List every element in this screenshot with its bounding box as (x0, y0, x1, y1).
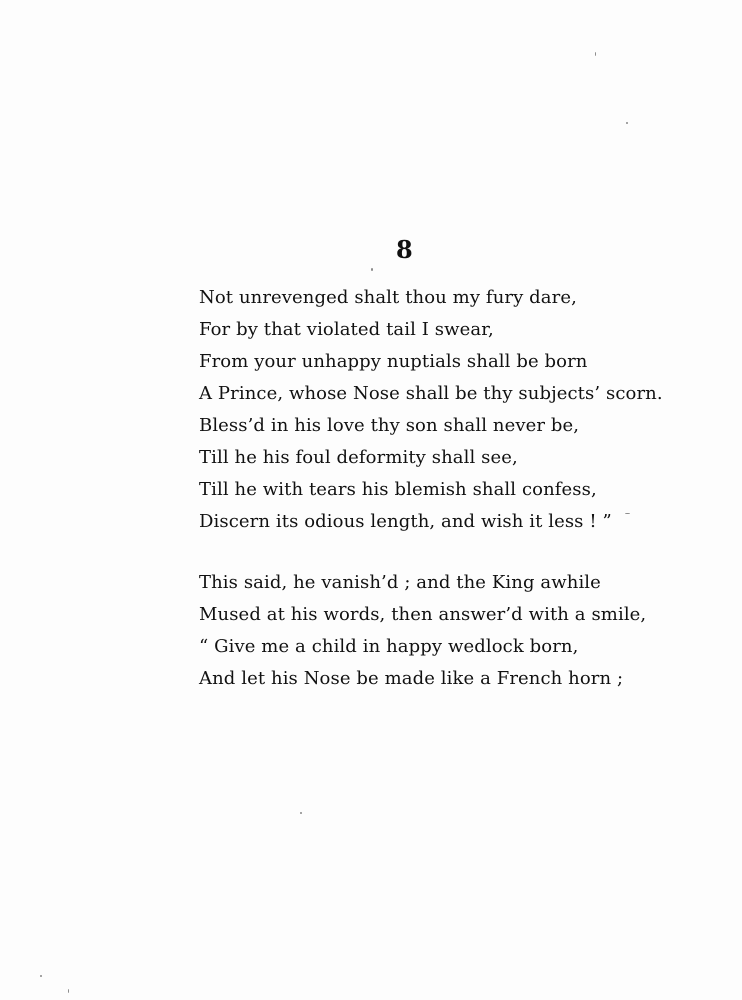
paper-speck (68, 989, 69, 993)
verse-line: From your unhappy nuptials shall be born (199, 351, 588, 372)
verse-line: This said, he vanish’d ; and the King awhile (199, 572, 601, 593)
stanza-2 (199, 567, 646, 695)
paper-speck (371, 268, 373, 271)
paper-speck (626, 122, 628, 124)
verse-line: Bless’d in his love thy son shall never be, (199, 415, 580, 436)
stanza-1 (199, 282, 663, 538)
verse-line: Till he his foul deformity shall see, (199, 447, 518, 468)
verse-line: And let his Nose be made like a French horn ; (199, 668, 624, 689)
verse-line: A Prince, whose Nose shall be thy subjects’ scorn. (199, 383, 663, 404)
verse-line: For by that violated tail I swear, (199, 319, 494, 340)
paper-speck (300, 812, 302, 814)
paper-speck (595, 52, 596, 56)
paper-speck (625, 513, 630, 514)
paper-speck (40, 975, 42, 977)
verse-line: Till he with tears his blemish shall confess, (199, 479, 597, 500)
page-number: 8 (396, 235, 413, 264)
verse-line: Discern its odious length, and wish it less ! ” (199, 511, 612, 532)
verse-line: Not unrevenged shalt thou my fury dare, (199, 287, 577, 308)
verse-line: Mused at his words, then answer’d with a smile, (199, 604, 647, 625)
verse-line: “ Give me a child in happy wedlock born, (199, 636, 579, 657)
